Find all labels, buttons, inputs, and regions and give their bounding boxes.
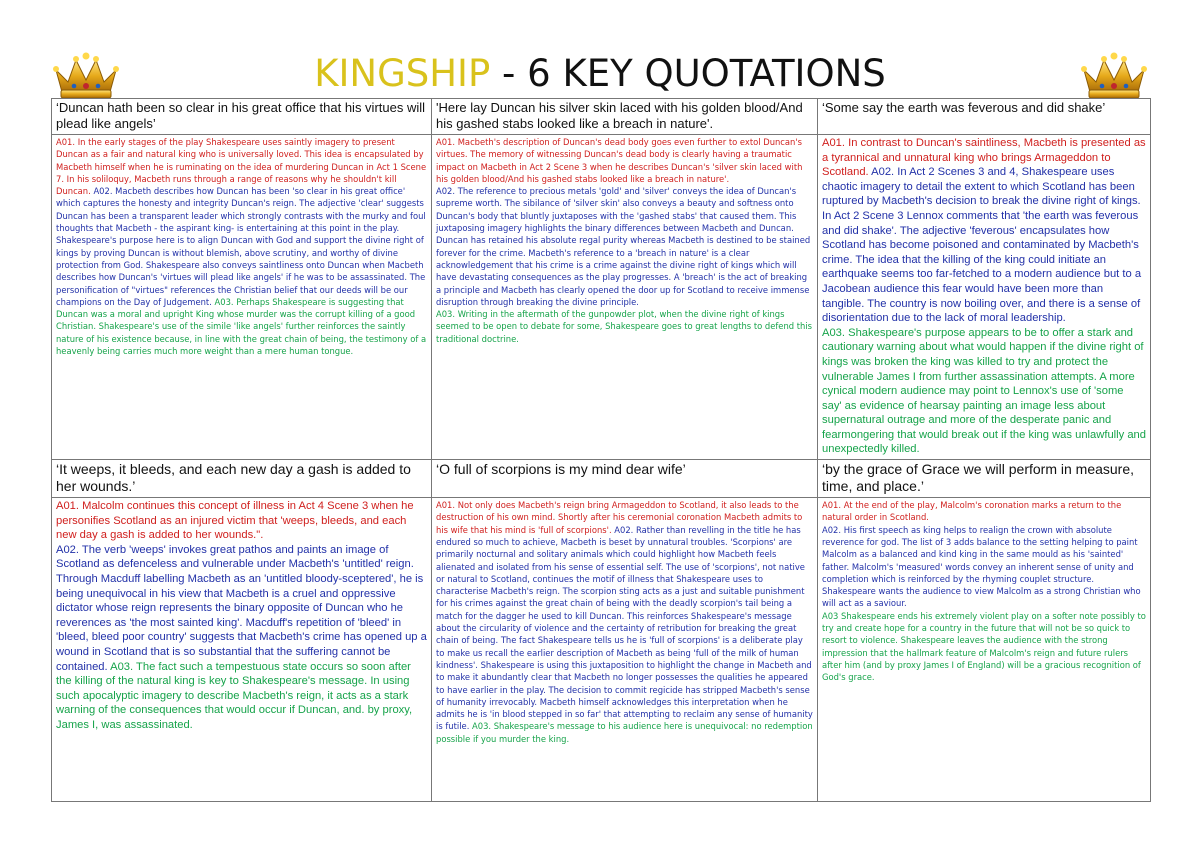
ao2-text: A02. Macbeth describes how Duncan has been 'so clear in his great office' which captures the honesty and integrity Duncan's reign. The adjective 'clear' suggests Duncan has been a transparent leader which strongly contrasts with the murky and foul thoughts that Macbeth - the aspirant king- is entertaining at this point in the play. Shakespeare's purpose here is to align Duncan with God and support the divine right of kings by proving Duncan is without blemish, above scrutiny, and worthy of divine protection from God. Shakespeare also conveys saintliness onto Duncan when Macbeth describes how Duncan's 'virtues will plead like angels' if he was to be assassinated. The personification of "virtues" references the Christian belief that our deeds will be our champions on the Day of Judgement. [56,186,426,307]
quote-5: ‘O full of scorpions is my mind dear wife’ [432,460,818,498]
ao3-text: A03. Shakespeare's purpose appears to be to offer a stark and cautionary warning about what would happen if the divine right of kings was broken the king was killed to try and protect the vulnerable James I from further assassination attempts. A more cynical modern audience may point to Lennox's use of 'some say' as evidence of hearsay painting an image less about supernatural outrage and more of the desperate panic and fearmongering that would break out if the king was unlawfully and unexpectedly killed. [822,326,1147,456]
quote-6: ‘by the grace of Grace we will perform in measure, time, and place.’ [818,460,1151,498]
analysis-6 [818,498,1151,802]
ao2-text: A02. The verb 'weeps' invokes great pathos and paints an image of Scotland as defenceless and vulnerable under Macbeth's 'untitled' reign. Through Macduff labelling Macbeth as an 'untitled bloody-sceptered', he is being unequivocal in his view that Macbeth is a cruel and oppressive dictator whose reign represents the binary opposite of Duncan who he reverences as 'the most sainted king'. Macduff's repetition of 'bleed' in 'bleed, bleed poor country' suggests that Macbeth's crime has opened up a wound in Scotland that is so substantial that the suffering cannot be contained. [56,543,427,673]
page-title [0,52,1200,96]
quote-4: ‘It weeps, it bleeds, and each new day a gash is added to her wounds.’ [52,460,432,498]
ao1-text: A01. At the end of the play, Malcolm's coronation marks a return to the natural order in Scotland. [822,500,1122,523]
ao3-text: A03. Perhaps Shakespeare is suggesting that Duncan was a moral and upright King whose murder was the corrupt killing of a good Christian. Shakespeare's use of the simile 'like angels' further reinforces the saintly nature of his existence because, in line with the great chain of being, the testimony of a heavenly being carries much more weight than a mere human tongue. [56,296,427,357]
ao3-text: A03. Shakespeare's message to his audience here is unequivocal: no redemption possible if you murder the king. [436,721,813,744]
analysis-3 [818,135,1151,460]
ao3-text: A03 Shakespeare ends his extremely violent play on a softer note possibly to try and create hope for a country in the future that will not be so quick to resort to violence. Shakespeare leaves the audience with the strong impression that the hallmark feature of Malcolm's reign and future rulers after him (and by proxy James I of England) will be a gracious recognition of God's grace. [822,610,1146,683]
ao2-text: A02. Rather than revelling in the title he has endured so much to achieve, Macbeth is beset by unnatural troubles. 'Scorpions' are primarily nocturnal and solitary animals which could highlight how Macbeth feels alienated and isolated from his sense of essential self. The use of 'scorpions', not native or natural to Scotland, continues the motif of illness that Shakespeare uses to characterise Macbeth's reign. The scorpion sting acts as a just and suitable punishment for his crimes against the great chain of being with the deadly scorpion's tail being a match for the dagger he used to kill Duncan. This reinforces Shakespeare's message about the circularity of violence and the certainty of retribution for breaking the great chain of being. The fact Shakespeare tells us he is 'full of scorpions' is a deliberate play to make us recall the earlier description of Macbeth as being 'full of the milk of human kindness'. Shakespeare is using this juxtaposition to highlight the change in Macbeth and to make it abundantly clear that Macbeth no longer possesses the qualities he appeared to have earlier in the play. The decision to commit regicide has stripped Macbeth's sense of humanity irrevocably. Macbeth himself acknowledges this interpretation when he admits he is 'in blood stepped in so far' that attempting to reclaim any sense of humanity is futile. [436,524,813,732]
title-kingship: KINGSHIP [314,52,491,95]
ao3-text: A03. The fact such a tempestuous state occurs so soon after the killing of the natural king is key to Shakespeare's message. In using such apocalyptic imagery to describe Macbeth's reign, it acts as a stark warning of the consequences that would occur if Duncan, and. by proxy, James I, was assassinated. [56,660,413,731]
quote-3: ‘Some say the earth was feverous and did shake’ [818,99,1151,135]
title-rest: - 6 KEY QUOTATIONS [490,52,886,95]
ao3-text: A03. Writing in the aftermath of the gunpowder plot, when the divine right of kings seemed to be open to debate for some, Shakespeare goes to great lengths to defend this traditional doctrine. [436,309,813,344]
ao1-text: A01. In contrast to Duncan's saintliness, Macbeth is presented as a tyrannical and unnatural king who brings Armageddon to Scotland. [822,137,1146,179]
analysis-4 [52,498,432,802]
ao1-text: A01. Not only does Macbeth's reign bring Armageddon to Scotland, it also leads to the destruction of his own mind. Shortly after his ceremonial coronation Macbeth admits to his wife that his mind is 'full of scorpions'. [436,500,803,535]
ao1-text: A01. Malcolm continues this concept of illness in Act 4 Scene 3 when he personifies Scotland as an injured victim that 'weeps, bleeds, and each new day a gash is added to her wounds.". [56,500,414,542]
ao2-text: A02. His first speech as king helps to realign the crown with absolute reverence for god. The list of 3 adds balance to the setting helping to paint Malcolm as a balanced and kind king in the same mould as his 'sainted' father. Malcolm's 'measured' words convey an inherent sense of unity and completion which is reinforced by the rhyming couplet structure. Shakespeare wants the audience to view Malcolm as a strong Christian who will act as a saviour. [822,524,1141,609]
quotations-table [51,98,1151,802]
ao2-text: A02. The reference to precious metals 'gold' and 'silver' conveys the idea of Duncan's supreme worth. The sibilance of 'silver skin' also conveys a beauty and softness onto Duncan's body that bluntly juxtaposes with the 'gashed stabs' that caused them. This juxtaposing imagery highlights the binary differences between Macbeth and Duncan. Duncan has retained his absolute regal purity whereas Macbeth is destined to be stained forever for the crime. Macbeth's reference to a 'breach in nature' is a clear acknowledgement that his crime is a crime against the divine right of kings which will have devastating consequences as the play progresses. A 'breach' is the act of breaking a principle and Macbeth has clearly opened the door up for Scotland to receive immense disruption through breaking the divine principle. [436,186,811,307]
ao1-text: A01. In the early stages of the play Shakespeare uses saintly imagery to present Duncan as a fair and natural king who is universally loved. This idea is encapsulated by Macbeth himself when he is ruminating on the idea of murdering Duncan in Act 1 Scene 7. In his soliloquy, Macbeth runs through a range of reasons why he shouldn't kill Duncan. [56,137,427,197]
analysis-1 [52,135,432,460]
analysis-5 [432,498,818,802]
analysis-2 [432,135,818,460]
quote-2: 'Here lay Duncan his silver skin laced with his golden blood/And his gashed stabs looked like a breach in nature'. [432,99,818,135]
quote-1: ‘Duncan hath been so clear in his great office that his virtues will plead like angels’ [52,99,432,135]
ao2-text: A02. In Act 2 Scenes 3 and 4, Shakespeare uses chaotic imagery to detail the extent to which Scotland has been ruptured by Macbeth's decision to break the divine right of kings. In Act 2 Scene 3 Lennox comments that 'the earth was feverous and did shake'. The adjective 'feverous' encapsulates how Scotland has become poisoned and contaminated by Macbeth's crime. The idea that the killing of the king could initiate an earthquake seems too far-fetched to a modern audience but to a Jacobean audience this fear would have been more than tangible. The country is now boiling over, and there is a sense of disorientation due to the lack of moral leadership. [822,166,1142,325]
ao1-text: A01. Macbeth's description of Duncan's dead body goes even further to extol Duncan's virtues. The memory of witnessing Duncan's dead body is clearly having a traumatic impact on Macbeth in Act 2 Scene 3 when he describes Duncan's 'silver skin laced with his golden blood/And his gashed stabs looked like a breach in nature'. [436,137,803,184]
